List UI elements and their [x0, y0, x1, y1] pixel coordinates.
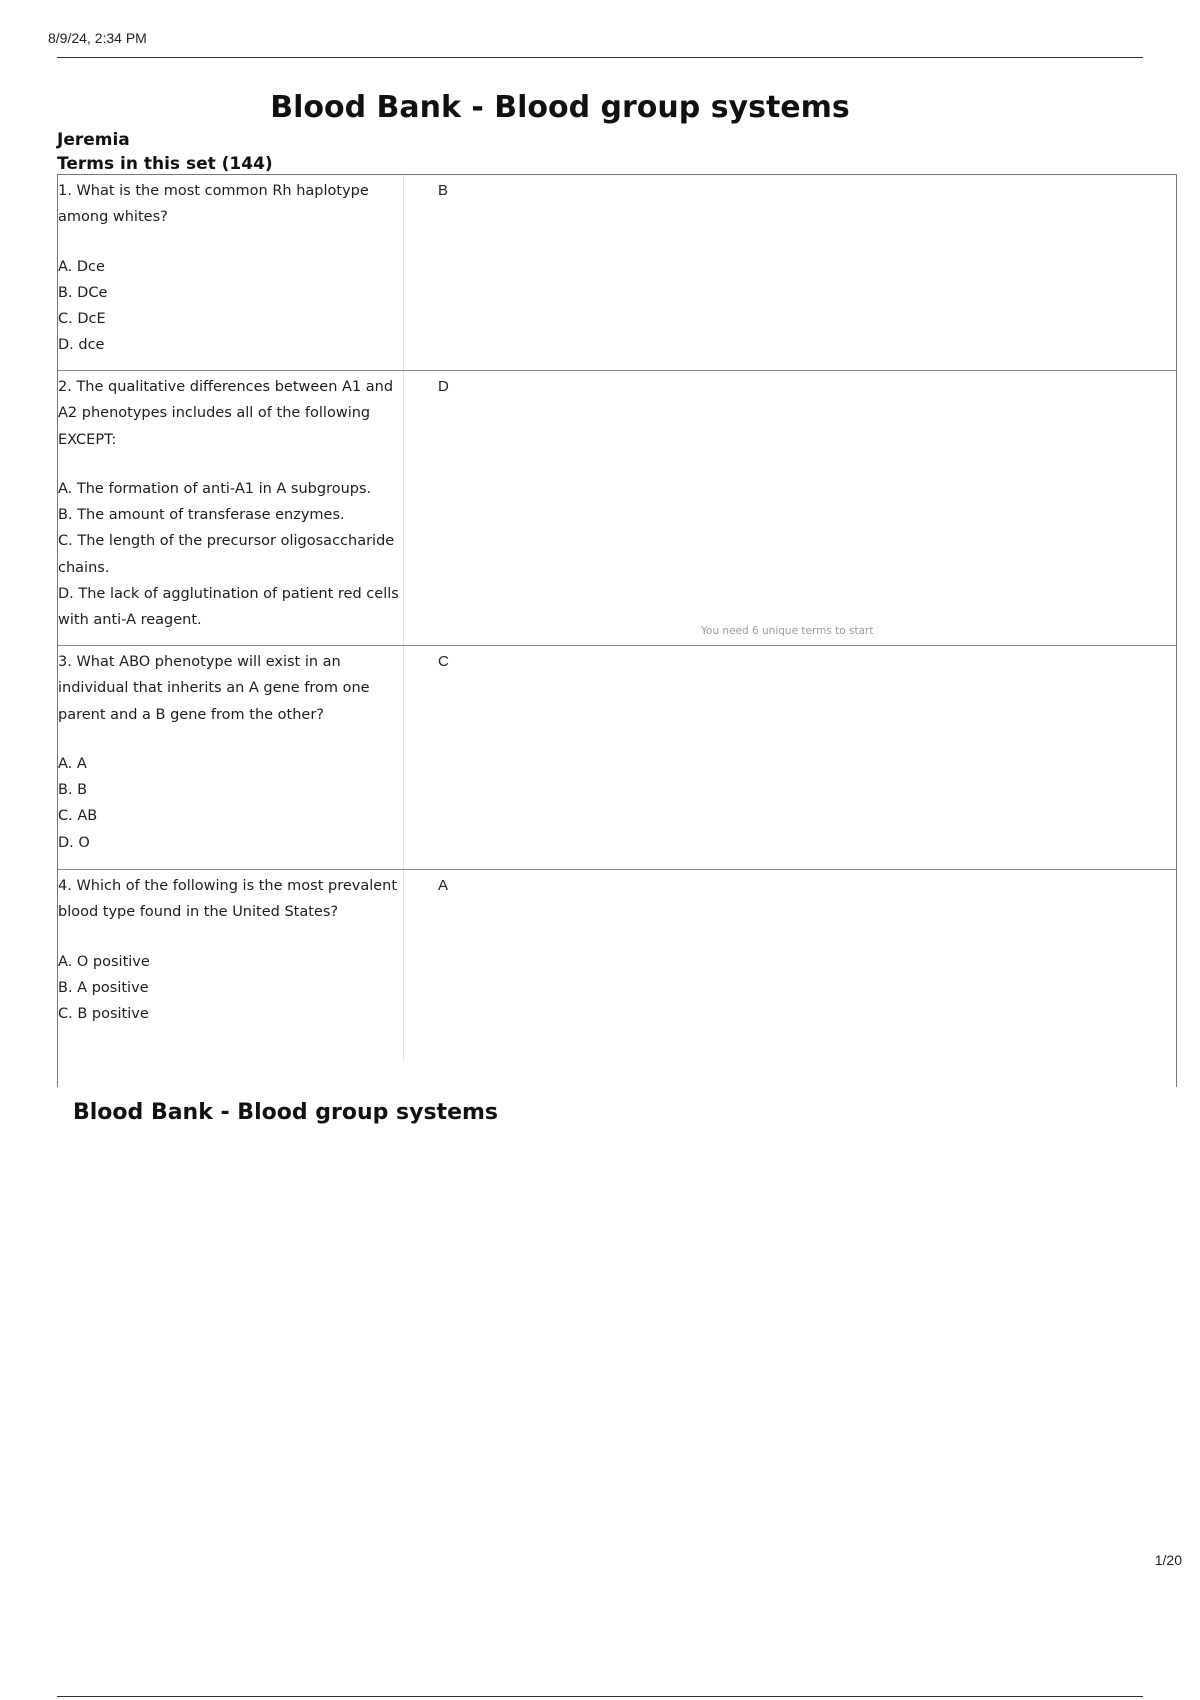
header-rule: [57, 57, 1143, 58]
document-title: Blood Bank - Blood group systems: [270, 90, 850, 125]
answer-option: D. O: [58, 834, 90, 851]
answer-option: B. The amount of transferase enzymes.: [58, 507, 345, 524]
flashcard-table: [57, 174, 1177, 1087]
answer-cell: B: [438, 182, 449, 199]
question-text: 3. What ABO phenotype will exist in an individual that inherits an A gene from one parent and a B gene from the other?: [58, 654, 370, 723]
author-name: Jeremia: [57, 130, 130, 150]
question-cell: [58, 646, 404, 869]
print-date: 8/9/24, 2:34 PM: [48, 30, 147, 46]
question-text: 1. What is the most common Rh haplotype among whites?: [58, 183, 369, 226]
answer-option: A. A: [58, 755, 87, 772]
study-hint-text: You need 6 unique terms to start: [701, 625, 874, 637]
answer-option: A. O positive: [58, 953, 150, 970]
answer-option: C. AB: [58, 808, 98, 825]
question-text: 2. The qualitative differences between A1 and A2 phenotypes includes all of the following EXCEPT:: [58, 379, 394, 448]
question-cell: [58, 371, 404, 645]
answer-option: C. The length of the precursor oligosaccharide chains.: [58, 533, 395, 576]
footer-rule: [57, 1696, 1143, 1697]
question-cell: [58, 870, 404, 1060]
answer-cell: D: [438, 378, 449, 395]
flashcard-row: [58, 371, 1176, 646]
flashcard-row: [58, 870, 1176, 1087]
answer-option: D. dce: [58, 337, 105, 354]
footer-document-title: Blood Bank - Blood group systems: [73, 1100, 499, 1125]
answer-option: A. The formation of anti-A1 in A subgroups.: [58, 480, 372, 497]
flashcard-row: [58, 175, 1176, 371]
page-number: 1/20: [1154, 1552, 1182, 1568]
question-text: 4. Which of the following is the most prevalent blood type found in the United States?: [58, 878, 398, 921]
answer-option: B. DCe: [58, 284, 108, 301]
answer-cell: C: [438, 653, 449, 670]
question-cell: [58, 175, 404, 370]
answer-option: A. Dce: [58, 258, 105, 275]
answer-option: D. The lack of agglutination of patient red cells with anti-A reagent.: [58, 586, 399, 629]
answer-option: C. DcE: [58, 311, 106, 328]
answer-option: B. B: [58, 782, 88, 799]
answer-cell: A: [438, 877, 449, 894]
answer-option: B. A positive: [58, 979, 149, 996]
flashcard-row: [58, 646, 1176, 870]
answer-option: C. B positive: [58, 1006, 149, 1023]
terms-count-label: Terms in this set (144): [57, 154, 273, 174]
